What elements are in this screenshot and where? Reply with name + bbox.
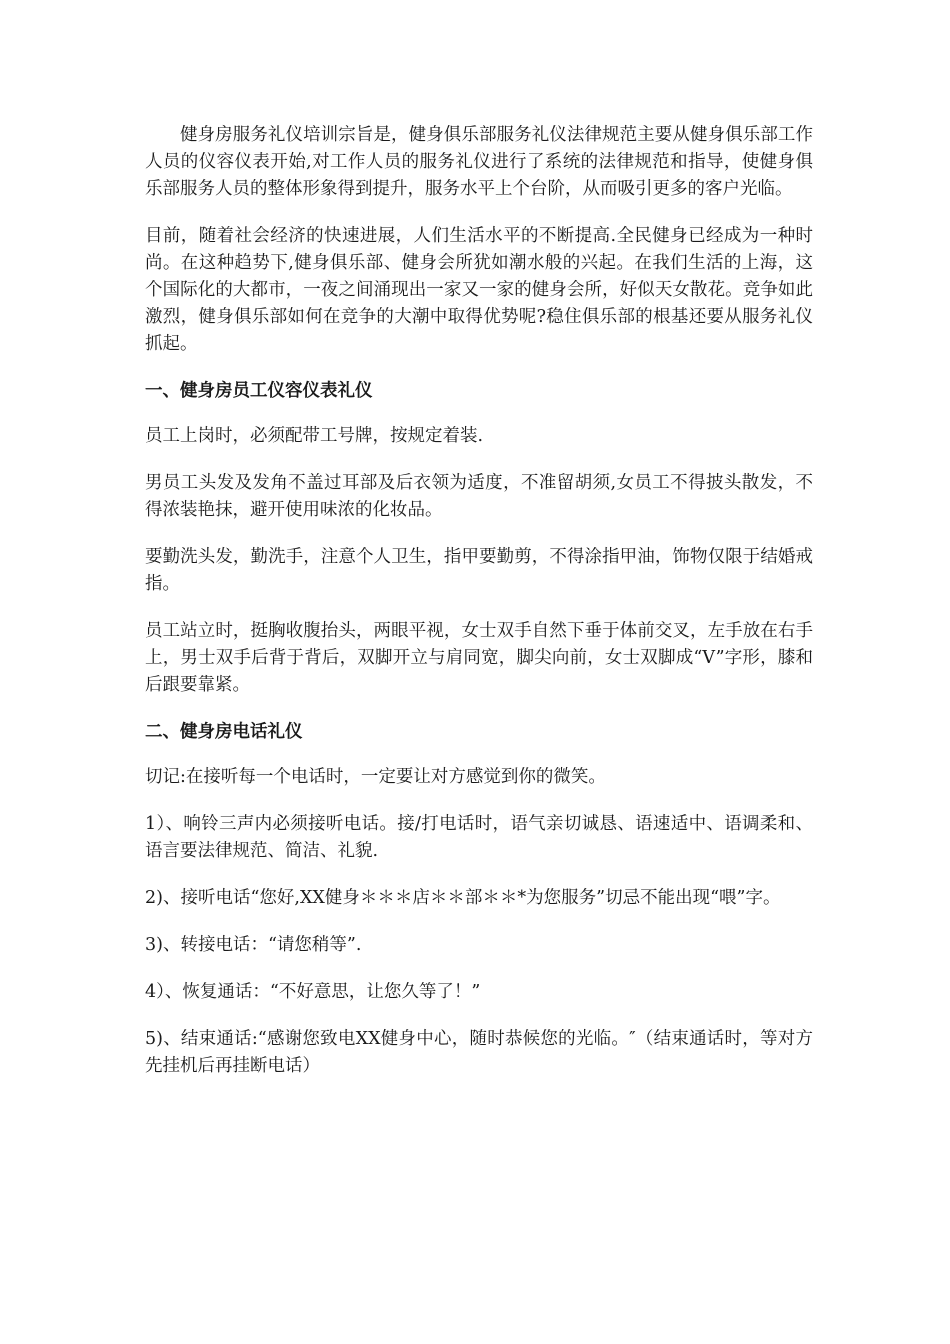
section-heading-appearance: 一、健身房员工仪容仪表礼仪 [145, 381, 373, 401]
intro-paragraph: 健身房服务礼仪培训宗旨是，健身俱乐部服务礼仪法律规范主要从健身俱乐部工作人员的仪容仪表开始,对工作人员的服务礼仪进行了系统的法律规范和指导，使健身俱乐部服务人员的整体形象得到提升，服务水平上个台阶，从而吸引更多的客户光临。 [145, 125, 813, 199]
section-heading-phone: 二、健身房电话礼仪 [145, 722, 303, 742]
paragraph: 5)、结束通话:“感谢您致电XX健身中心，随时恭候您的光临。″（结束通话时，等对方先挂机后再挂断电话） [145, 1029, 813, 1076]
paragraph: 员工上岗时，必须配带工号牌，按规定着装. [145, 426, 484, 446]
paragraph: 3)、转接电话：“请您稍等”. [145, 935, 362, 955]
paragraph: 男员工头发及发角不盖过耳部及后衣领为适度，不准留胡须,女员工不得披头散发，不得浓装艳抹，避开使用味浓的化妆品。 [145, 473, 813, 520]
paragraph: 切记:在接听每一个电话时，一定要让对方感觉到你的微笑。 [145, 767, 606, 787]
paragraph: 员工站立时，挺胸收腹抬头，两眼平视，女士双手自然下垂于体前交叉，左手放在右手上，男士双手后背于背后，双脚开立与肩同宽，脚尖向前，女士双脚成“V”字形，膝和后跟要靠紧。 [145, 621, 813, 695]
paragraph: 4）、恢复通话：“不好意思，让您久等了！” [145, 982, 481, 1002]
paragraph: 1）、响铃三声内必须接听电话。接/打电话时，语气亲切诚恳、语速适中、语调柔和、语言要法律规范、简洁、礼貌. [145, 814, 813, 861]
background-paragraph: 目前，随着社会经济的快速进展，人们生活水平的不断提高.全民健身已经成为一种时尚。在这种趋势下,健身俱乐部、健身会所犹如潮水般的兴起。在我们生活的上海，这个国际化的大都市，一夜之间涌现出一家又一家的健身会所，好似天女散花。竞争如此激烈，健身俱乐部如何在竞争的大潮中取得优势呢?稳住俱乐部的根基还要从服务礼仪抓起。 [145, 226, 813, 354]
paragraph: 2)、接听电话“您好,XX健身＊＊＊店＊＊部＊＊*为您服务”切忌不能出现“喂”字。 [145, 888, 781, 908]
document-page [145, 122, 813, 1100]
paragraph: 要勤洗头发，勤洗手，注意个人卫生，指甲要勤剪，不得涂指甲油，饰物仅限于结婚戒指。 [145, 547, 813, 594]
